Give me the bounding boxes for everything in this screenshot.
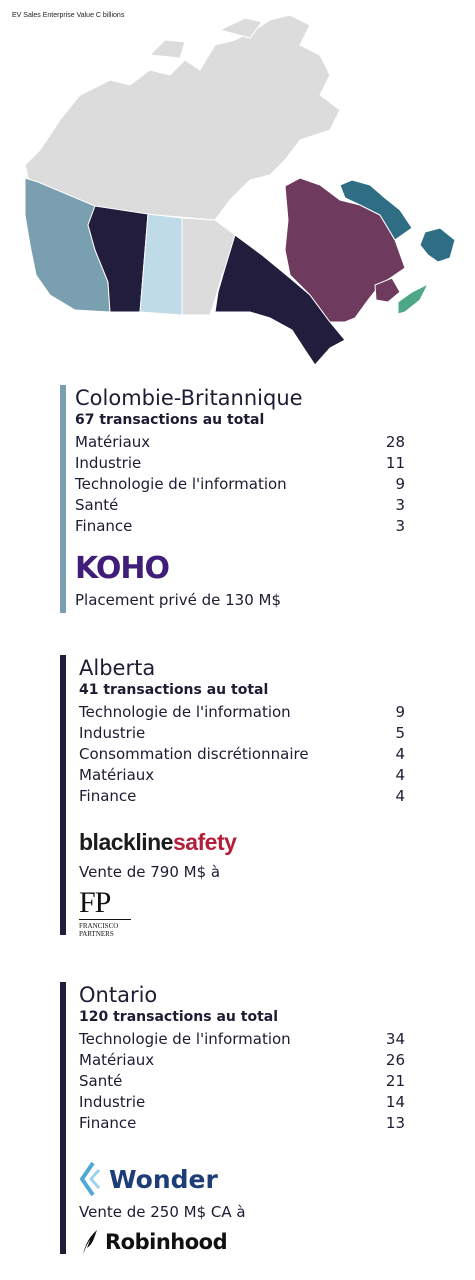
sector-list <box>75 432 405 537</box>
robinhood-text: Robinhood <box>105 1230 228 1254</box>
canada-map <box>0 0 475 380</box>
map-caption: EV Sales Enterprise Value C billions <box>12 12 125 19</box>
sector-label: Consommation discrétionnaire <box>79 745 309 763</box>
fp-divider <box>79 919 131 920</box>
sector-label: Matériaux <box>79 766 155 784</box>
koho-logo: KOHO <box>75 551 170 586</box>
sector-value: 9 <box>395 475 405 493</box>
sector-row <box>75 495 405 516</box>
sector-row <box>79 765 405 786</box>
sector-label: Matériaux <box>79 1051 155 1069</box>
region-bar-bc <box>60 385 66 613</box>
sector-row <box>79 1029 405 1050</box>
blackline-text: blackline <box>79 829 173 855</box>
wonder-logo <box>79 1162 405 1196</box>
deal-text: Vente de 790 M$ à <box>79 863 221 881</box>
sector-label: Industrie <box>79 724 146 742</box>
sector-row <box>75 453 405 474</box>
robinhood-feather-icon <box>79 1228 99 1256</box>
sector-label: Technologie de l'information <box>75 475 287 493</box>
sector-row <box>79 1113 405 1134</box>
region-title: Colombie-Britannique <box>75 386 303 410</box>
map-arctic-island-1 <box>150 40 185 58</box>
sector-value: 4 <box>395 766 405 784</box>
sector-row <box>79 723 405 744</box>
sector-label: Industrie <box>79 1093 146 1111</box>
map-nova-scotia <box>398 284 428 314</box>
fp-line1: FRANCISCO <box>79 922 119 930</box>
map-newfoundland <box>420 228 455 262</box>
sector-label: Finance <box>79 1114 137 1132</box>
sector-value: 13 <box>385 1114 405 1132</box>
sector-row <box>79 1071 405 1092</box>
sector-value: 4 <box>395 745 405 763</box>
region-total: 41 transactions au total <box>79 682 269 698</box>
sector-label: Technologie de l'information <box>79 703 291 721</box>
region-title: Alberta <box>79 656 156 680</box>
safety-text: safety <box>172 829 237 855</box>
region-panel-bc <box>60 385 405 613</box>
sector-list <box>79 1029 405 1134</box>
region-total: 120 transactions au total <box>79 1009 279 1025</box>
sector-value: 26 <box>385 1051 405 1069</box>
sector-label: Santé <box>79 1072 123 1090</box>
sector-value: 5 <box>395 724 405 742</box>
sector-label: Santé <box>75 496 119 514</box>
fp-line2: PARTNERS <box>79 930 114 938</box>
sector-label: Technologie de l'information <box>79 1030 291 1048</box>
sector-value: 3 <box>395 517 405 535</box>
sector-value: 34 <box>385 1030 405 1048</box>
sector-list <box>79 702 405 807</box>
sector-value: 14 <box>385 1093 405 1111</box>
sector-row <box>75 516 405 537</box>
sector-row <box>79 1050 405 1071</box>
sector-label: Matériaux <box>75 433 151 451</box>
deal-text: Placement privé de 130 M$ <box>75 591 282 609</box>
region-bar-alberta <box>60 655 66 935</box>
region-total: 67 transactions au total <box>75 412 265 428</box>
wonder-chevron-icon <box>79 1162 103 1196</box>
sector-value: 9 <box>395 703 405 721</box>
sector-label: Industrie <box>75 454 142 472</box>
region-bar-ontario <box>60 982 66 1254</box>
blackline-safety-logo <box>79 829 405 856</box>
fp-monogram: FP <box>79 886 111 919</box>
sector-row <box>75 474 405 495</box>
sector-value: 3 <box>395 496 405 514</box>
sector-row <box>79 702 405 723</box>
deal-text: Vente de 250 M$ CA à <box>79 1203 246 1221</box>
sector-row <box>79 744 405 765</box>
sector-row <box>79 1092 405 1113</box>
sector-row <box>79 786 405 807</box>
sector-value: 11 <box>385 454 405 472</box>
region-title: Ontario <box>79 983 158 1007</box>
robinhood-logo <box>79 1228 405 1256</box>
sector-value: 4 <box>395 787 405 805</box>
sector-value: 28 <box>385 433 405 451</box>
region-panel-ontario <box>60 982 405 1254</box>
region-panel-alberta <box>60 655 405 938</box>
wonder-text: Wonder <box>109 1164 218 1194</box>
sector-value: 21 <box>385 1072 405 1090</box>
sector-label: Finance <box>79 787 137 805</box>
sector-label: Finance <box>75 517 133 535</box>
map-saskatchewan <box>140 214 182 315</box>
francisco-partners-logo <box>79 888 131 938</box>
sector-row <box>75 432 405 453</box>
